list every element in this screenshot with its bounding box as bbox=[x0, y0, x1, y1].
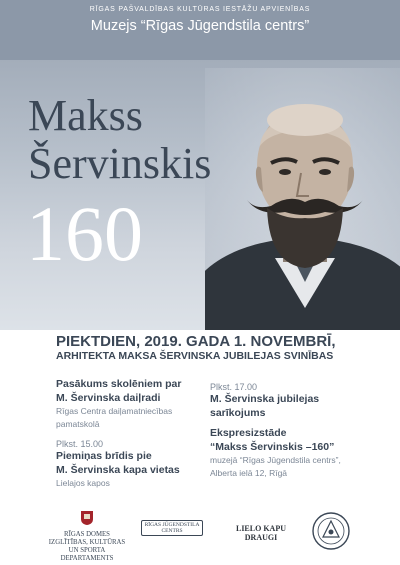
program-title: M. Šervinska kapa vietas bbox=[56, 464, 180, 476]
header-band bbox=[0, 0, 400, 60]
program-title: Ekspresizstāde bbox=[210, 427, 287, 439]
hero-name-line2: Šervinskis bbox=[28, 139, 212, 188]
poster-hero bbox=[0, 60, 400, 330]
program-title: M. Šervinska daiļradi bbox=[56, 392, 161, 404]
program-description: pamatskolā bbox=[56, 419, 100, 429]
program-description: muzejā “Rīgas Jūgendstila centrs”, bbox=[210, 455, 341, 465]
org-title: RĪGAS PAŠVALDĪBAS KULTŪRAS IESTĀŽU APVIENĪBAS bbox=[89, 6, 311, 13]
program-title: M. Šervinska jubilejas bbox=[210, 393, 320, 405]
round-emblem-icon bbox=[311, 511, 351, 551]
event-subtitle: ARHITEKTA MAKSA ŠERVINSKA JUBILEJAS SVINĪBAS bbox=[56, 350, 334, 362]
hero-years: 160 bbox=[26, 190, 143, 277]
footer-logos bbox=[0, 418, 400, 565]
event-date: PIEKTDIEN, 2019. GADA 1. NOVEMBRĪ, bbox=[56, 333, 336, 350]
hero-name-line1: Makss bbox=[28, 91, 143, 140]
program-time: Plkst. 15.00 bbox=[56, 439, 104, 449]
art-nouveau-centre-logo bbox=[141, 520, 203, 536]
logo-text: DRAUGI bbox=[244, 533, 278, 542]
logo-text: LIELO KAPU bbox=[235, 524, 286, 533]
program-right-item-1 bbox=[210, 382, 370, 420]
great-cemetery-friends-logo bbox=[234, 524, 288, 542]
round-society-logo bbox=[311, 511, 351, 556]
logo-text: RĪGAS JŪGENDSTILA CENTRS bbox=[144, 522, 200, 534]
program-title: “Makss Šervinskis –160” bbox=[210, 441, 335, 453]
logo-text: IZGLĪTĪBAS, KULTŪRAS bbox=[48, 539, 126, 546]
riga-coat-of-arms-icon bbox=[80, 510, 94, 526]
program-title: sarīkojums bbox=[210, 407, 266, 419]
logo-frame bbox=[141, 520, 203, 536]
logo-text: UN SPORTA DEPARTAMENTS bbox=[60, 547, 114, 562]
riga-city-logo bbox=[45, 510, 129, 563]
museum-title: Muzejs “Rīgas Jūgendstila centrs” bbox=[90, 18, 310, 34]
program-description: Lielajos kapos bbox=[56, 478, 110, 488]
program-title: Pasākums skolēniem par bbox=[56, 378, 182, 390]
program-time: Plkst. 17.00 bbox=[210, 382, 258, 392]
logo-text: RĪGAS DOMES bbox=[64, 531, 110, 538]
portrait-illustration bbox=[205, 68, 400, 330]
program-description: Rīgas Centra daiļamatniecības bbox=[56, 406, 173, 416]
program-description: Alberta ielā 12, Rīgā bbox=[210, 468, 288, 478]
program-title: Piemiņas brīdis pie bbox=[56, 450, 152, 462]
